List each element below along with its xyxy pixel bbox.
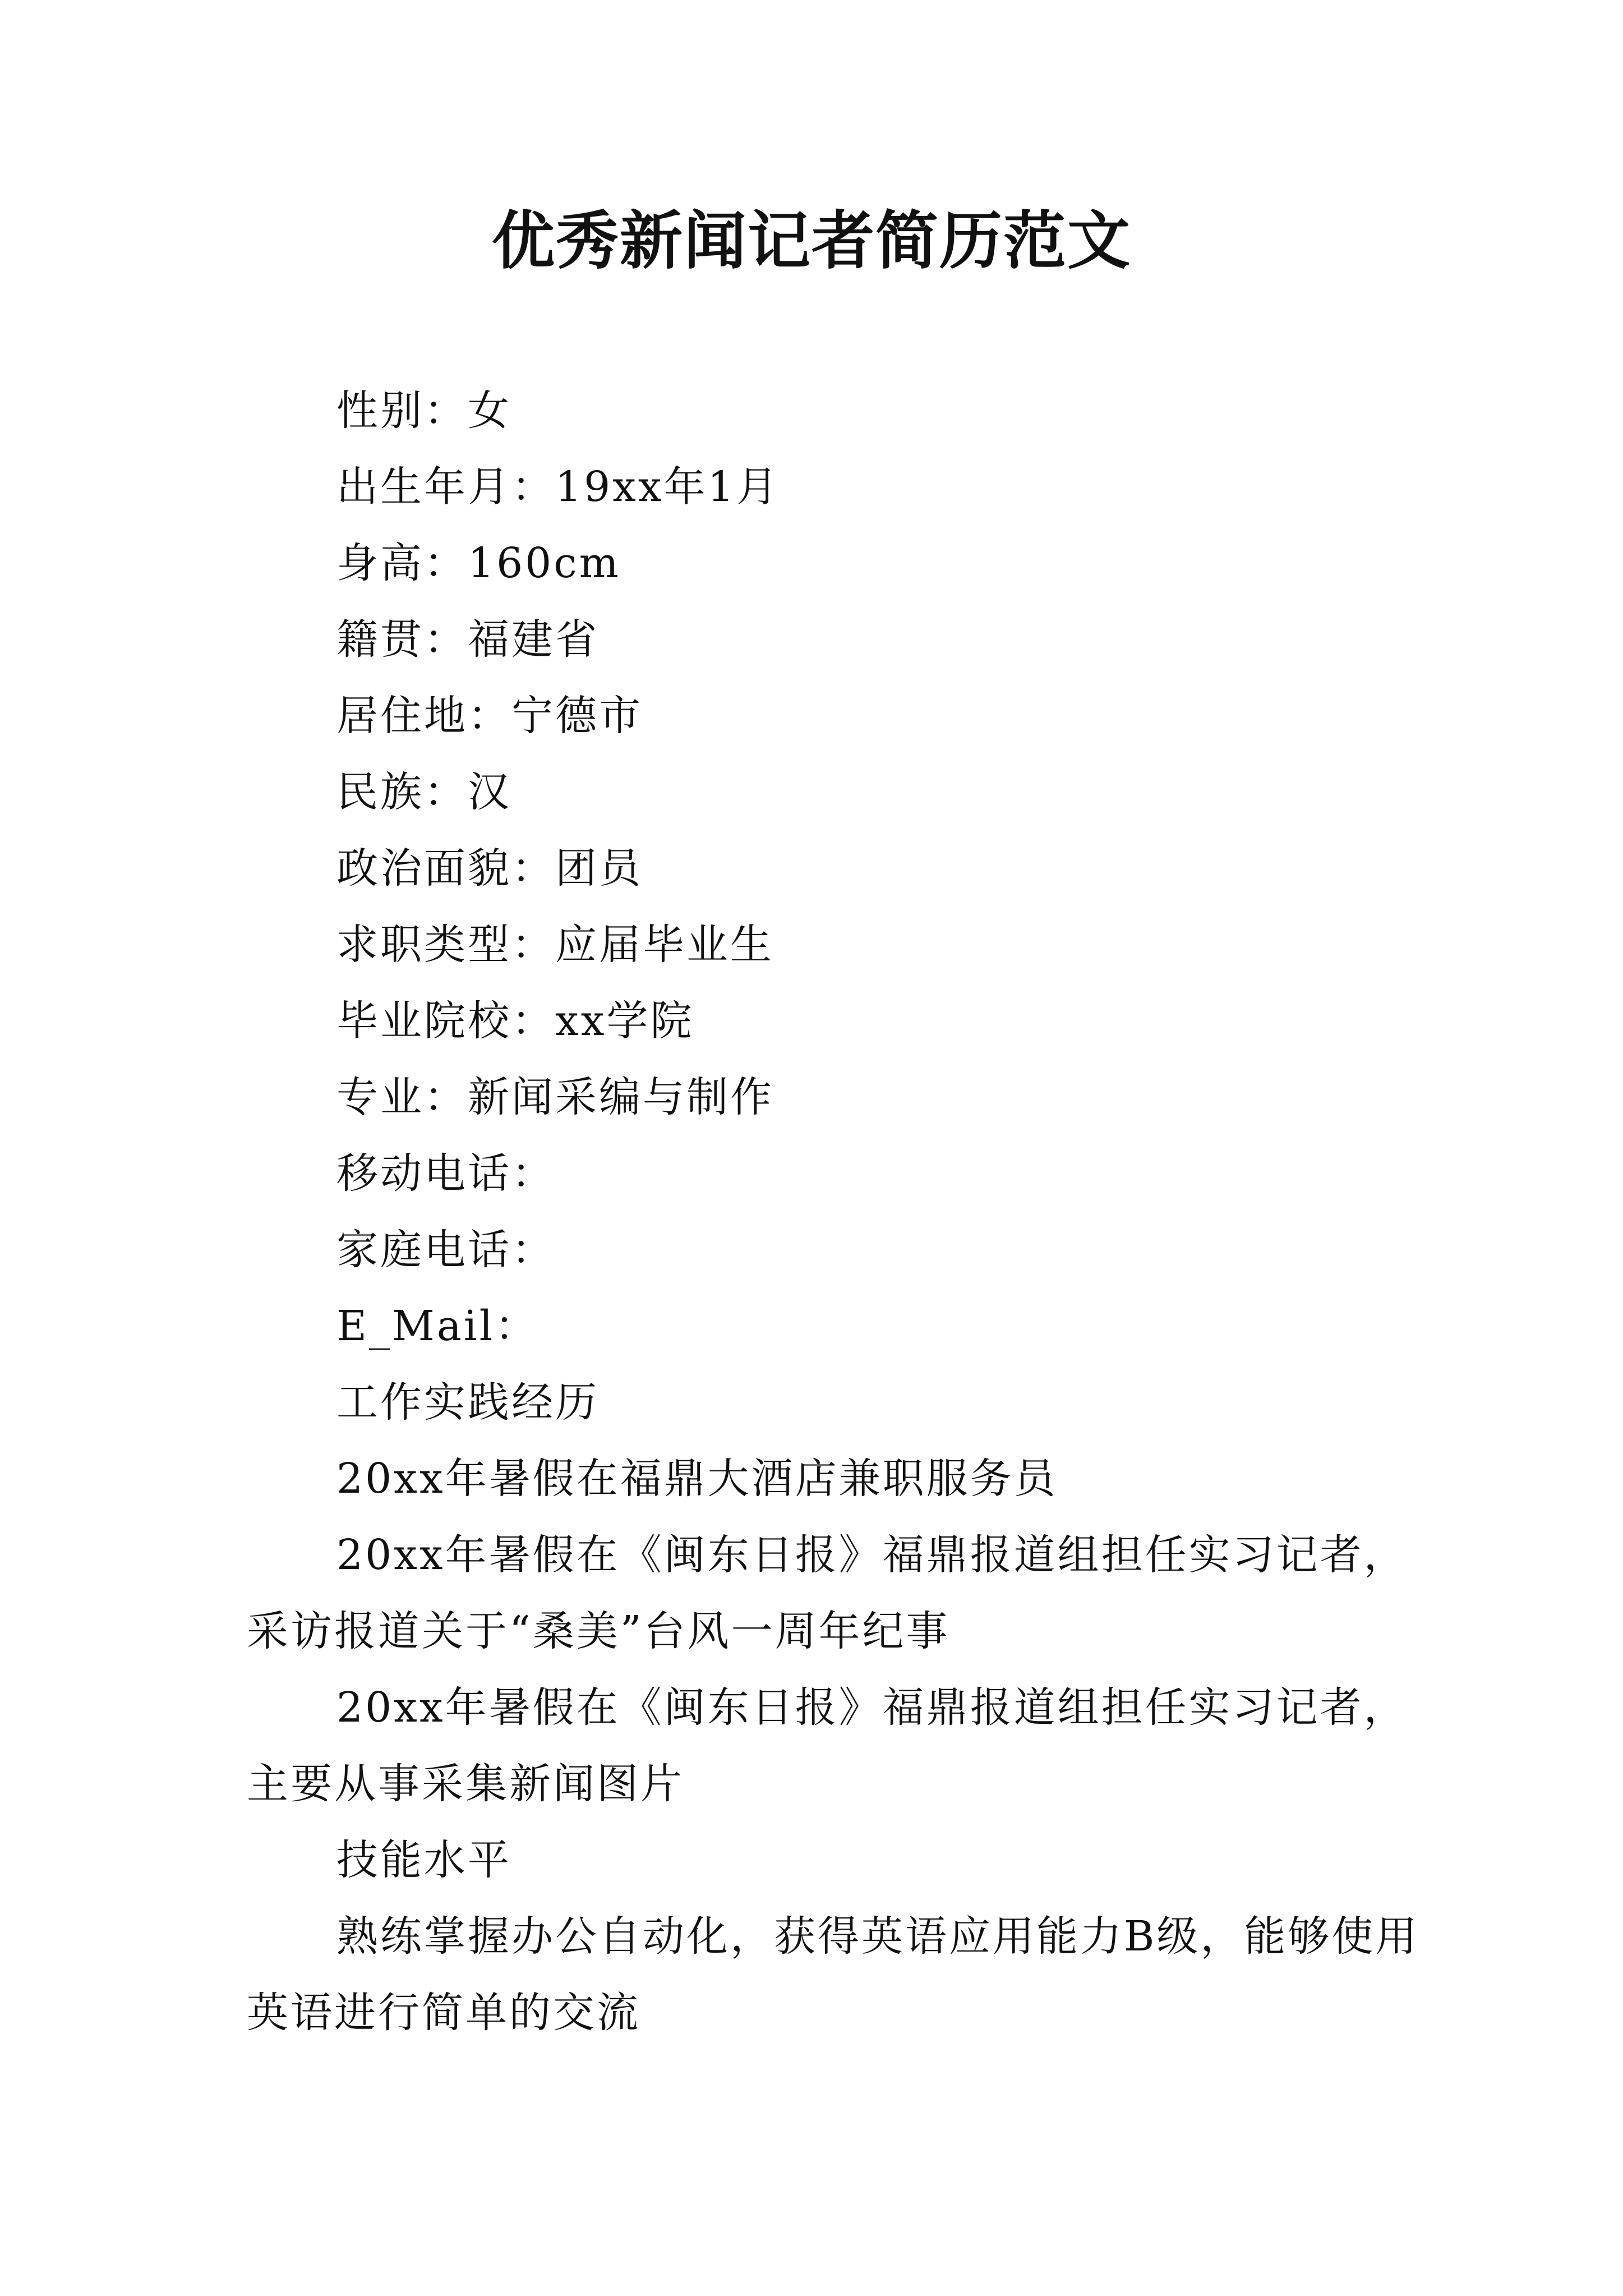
document-title: 优秀新闻记者简历范文 xyxy=(492,204,1131,278)
document-body xyxy=(247,372,1430,2051)
experience-item: 20xx年暑假在《闽东日报》福鼎报道组担任实习记者，采访报道关于“桑美”台风一周年纪事 xyxy=(247,1531,1408,1655)
section-heading-skills: 技能水平 xyxy=(336,1836,511,1884)
field-ethnicity: 民族：汉 xyxy=(336,768,511,816)
field-gender: 性别：女 xyxy=(336,386,511,435)
field-residence: 居住地：宁德市 xyxy=(336,692,643,740)
section-heading-work-experience: 工作实践经历 xyxy=(336,1378,599,1427)
field-major: 专业：新闻采编与制作 xyxy=(336,1073,774,1121)
field-birth-date: 出生年月：19xx年1月 xyxy=(336,463,780,511)
experience-item: 20xx年暑假在《闽东日报》福鼎报道组担任实习记者，主要从事采集新闻图片 xyxy=(247,1683,1408,1808)
field-email: E_Mail： xyxy=(336,1302,539,1350)
field-job-type: 求职类型：应届毕业生 xyxy=(336,921,774,969)
field-school: 毕业院校：xx学院 xyxy=(336,997,694,1045)
skills-paragraph: 熟练掌握办公自动化，获得英语应用能力B级，能够使用英语进行简单的交流 xyxy=(247,1912,1419,2037)
field-mobile-phone: 移动电话： xyxy=(336,1149,555,1198)
field-height: 身高：160cm xyxy=(336,539,621,587)
field-home-phone: 家庭电话： xyxy=(336,1226,555,1274)
field-political-status: 政治面貌：团员 xyxy=(336,844,643,892)
experience-item: 20xx年暑假在福鼎大酒店兼职服务员 xyxy=(336,1455,1058,1503)
field-native-place: 籍贯：福建省 xyxy=(336,615,599,664)
